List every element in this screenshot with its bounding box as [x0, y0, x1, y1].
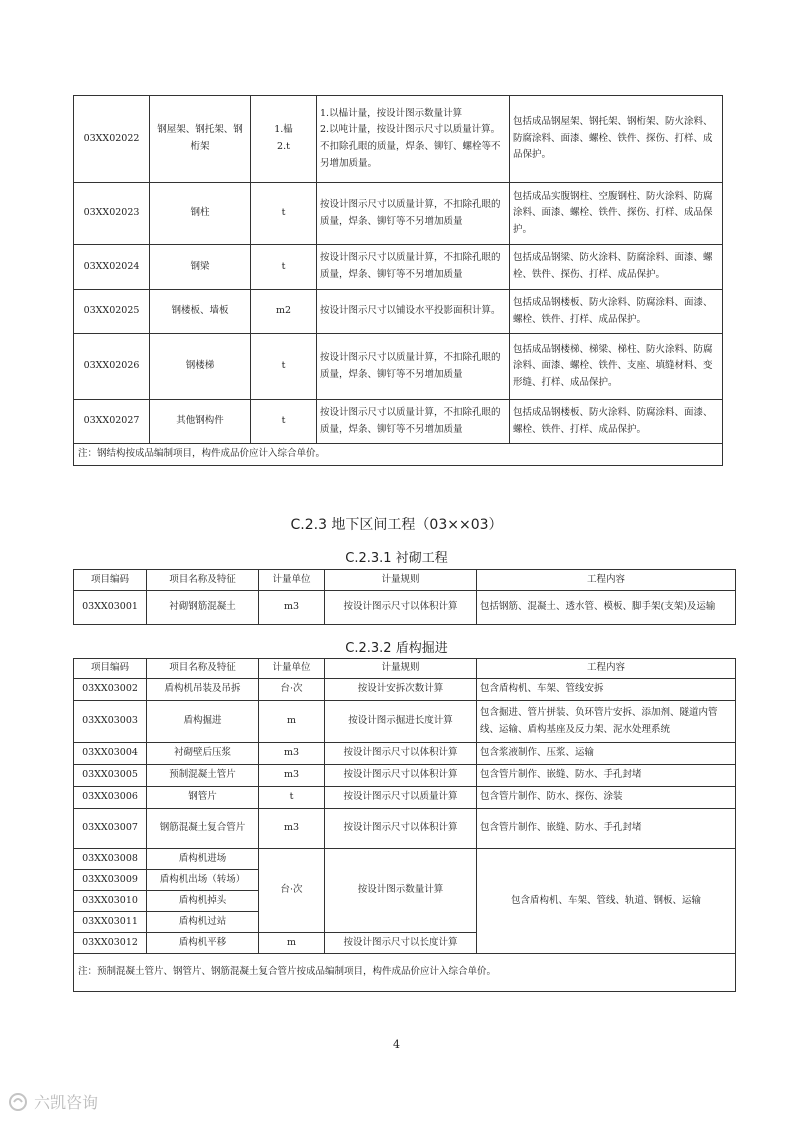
table-row — [74, 334, 723, 400]
item-rule: 按设计图示尺寸以体积计算 — [325, 743, 477, 765]
item-rule: 按设计图示尺寸以质量计算 — [325, 787, 477, 809]
item-name: 盾构机出场（转场） — [147, 870, 259, 891]
item-rule: 1.以榀计量，按设计图示数量计算 2.以吨计量，按设计图示尺寸以质量计算。不扣除孔眼的质量，焊条、铆钉、螺栓等不另增加质量。 — [317, 96, 510, 183]
table-row — [74, 400, 723, 444]
subsection-title: C.2.3.1 衬砌工程 — [345, 551, 448, 566]
item-content: 包含管片制作、嵌缝、防水、手孔封堵 — [477, 809, 736, 849]
item-code: 03XX03003 — [74, 701, 147, 743]
subsection-title: C.2.3.2 盾构掘进 — [345, 641, 448, 656]
table-row — [74, 183, 723, 245]
table-note: 注：钢结构按成品编制项目，构件成品价应计入综合单价。 — [74, 444, 723, 466]
section-title: C.2.3 地下区间工程（03××03） — [290, 517, 503, 533]
item-name: 钢梁 — [150, 245, 251, 290]
watermark-logo-icon — [8, 1092, 28, 1112]
watermark-text: 六凯咨询 — [34, 1093, 99, 1112]
table-row — [74, 591, 736, 625]
item-content: 包含盾构机、车架、管线、轨道、钢板、运输 — [477, 849, 736, 954]
table-header-row — [74, 570, 736, 591]
item-rule: 按设计安拆次数计算 — [325, 679, 477, 701]
item-content: 包括成品钢楼梯、梯梁、梯柱、防火涂料、防腐涂料、面漆、螺栓、铁件、支座、填缝材料、变形缝、打样、成品保护。 — [510, 334, 723, 400]
column-header: 项目编码 — [74, 659, 147, 679]
table-row — [74, 787, 736, 809]
item-code: 03XX03011 — [74, 912, 147, 933]
item-name: 钢柱 — [150, 183, 251, 245]
item-name: 盾构机掉头 — [147, 891, 259, 912]
table-row — [74, 96, 723, 183]
item-content: 包括成品钢屋架、钢托架、钢桁架、防火涂料、防腐涂料、面漆、螺栓、铁件、探伤、打样、成品保护。 — [510, 96, 723, 183]
column-header: 计量规则 — [325, 659, 477, 679]
table-row — [74, 245, 723, 290]
item-code: 03XX03007 — [74, 809, 147, 849]
item-code: 03XX02024 — [74, 245, 150, 290]
item-name: 钢楼梯 — [150, 334, 251, 400]
item-code: 03XX03004 — [74, 743, 147, 765]
item-unit: m3 — [259, 809, 325, 849]
item-unit: t — [251, 334, 317, 400]
item-unit: m3 — [259, 591, 325, 625]
item-code: 03XX02023 — [74, 183, 150, 245]
table-row — [74, 679, 736, 701]
item-code: 03XX03002 — [74, 679, 147, 701]
item-name: 盾构机进场 — [147, 849, 259, 870]
item-code: 03XX02026 — [74, 334, 150, 400]
item-unit: t — [251, 183, 317, 245]
item-name: 盾构机过站 — [147, 912, 259, 933]
item-name: 钢屋架、钢托架、钢桁架 — [150, 96, 251, 183]
table-row — [74, 290, 723, 334]
item-rule: 按设计图示尺寸以质量计算，不扣除孔眼的质量，焊条、铆钉等不另增加质量 — [317, 183, 510, 245]
item-unit: m3 — [259, 743, 325, 765]
item-unit: t — [251, 400, 317, 444]
item-unit: m — [259, 701, 325, 743]
item-name: 预制混凝土管片 — [147, 765, 259, 787]
item-rule: 按设计图示尺寸以质量计算，不扣除孔眼的质量，焊条、铆钉等不另增加质量 — [317, 245, 510, 290]
column-header: 工程内容 — [477, 659, 736, 679]
item-rule: 按设计图示尺寸以体积计算 — [325, 591, 477, 625]
item-unit: 1.榀 2.t — [251, 96, 317, 183]
item-code: 03XX02025 — [74, 290, 150, 334]
item-rule: 按设计图示尺寸以质量计算，不扣除孔眼的质量，焊条、铆钉等不另增加质量 — [317, 400, 510, 444]
item-content: 包括成品钢梁、防火涂料、防腐涂料、面漆、螺栓、铁件、探伤、打样、成品保护。 — [510, 245, 723, 290]
item-code: 03XX03012 — [74, 933, 147, 954]
item-code: 03XX03006 — [74, 787, 147, 809]
page-number: 4 — [393, 1038, 400, 1051]
table-row — [74, 849, 736, 870]
item-rule: 按设计图示尺寸以体积计算 — [325, 809, 477, 849]
item-content: 包括钢筋、混凝土、透水管、模板、脚手架(支架)及运输 — [477, 591, 736, 625]
steel-structure-table — [73, 95, 723, 466]
item-code: 03XX03009 — [74, 870, 147, 891]
item-name: 钢筋混凝土复合管片 — [147, 809, 259, 849]
item-rule: 按设计图示尺寸以长度计算 — [325, 933, 477, 954]
item-content: 包含管片制作、防水、探伤、涂装 — [477, 787, 736, 809]
column-header: 项目编码 — [74, 570, 147, 591]
item-rule: 按设计图示尺寸以铺设水平投影面积计算。 — [317, 290, 510, 334]
item-code: 03XX03008 — [74, 849, 147, 870]
table-row — [74, 765, 736, 787]
column-header: 计量单位 — [259, 570, 325, 591]
item-rule: 按设计图示尺寸以体积计算 — [325, 765, 477, 787]
item-content: 包含盾构机、车架、管线安拆 — [477, 679, 736, 701]
item-unit: t — [251, 245, 317, 290]
column-header: 项目名称及特征 — [147, 659, 259, 679]
lining-works-table — [73, 569, 736, 625]
item-code: 03XX02027 — [74, 400, 150, 444]
item-name: 衬砌壁后压浆 — [147, 743, 259, 765]
item-unit: m — [259, 933, 325, 954]
item-content: 包含掘进、管片拼装、负环管片安拆、添加剂、隧道内管线、运输、盾构基座及反力架、泥水处理系统 — [477, 701, 736, 743]
table-header-row — [74, 659, 736, 679]
item-name: 钢楼板、墙板 — [150, 290, 251, 334]
item-code: 03XX03001 — [74, 591, 147, 625]
column-header: 项目名称及特征 — [147, 570, 259, 591]
column-header: 计量单位 — [259, 659, 325, 679]
item-content: 包含浆液制作、压浆、运输 — [477, 743, 736, 765]
item-unit: m2 — [251, 290, 317, 334]
item-rule: 按设计图示数量计算 — [325, 849, 477, 933]
item-code: 03XX03010 — [74, 891, 147, 912]
item-content: 包括成品实腹钢柱、空腹钢柱、防火涂料、防腐涂料、面漆、螺栓、铁件、探伤、打样、成品保护。 — [510, 183, 723, 245]
item-name: 盾构掘进 — [147, 701, 259, 743]
table-note-row — [74, 954, 736, 992]
table-row — [74, 701, 736, 743]
item-rule: 按设计图示掘进长度计算 — [325, 701, 477, 743]
item-name: 盾构机吊装及吊拆 — [147, 679, 259, 701]
shield-tunneling-table — [73, 658, 736, 992]
item-code: 03XX03005 — [74, 765, 147, 787]
table-note-row — [74, 444, 723, 466]
item-name: 其他钢构件 — [150, 400, 251, 444]
table-note: 注：预制混凝土管片、钢管片、钢筋混凝土复合管片按成品编制项目，构件成品价应计入综合单价。 — [74, 954, 736, 992]
item-content: 包含管片制作、嵌缝、防水、手孔封堵 — [477, 765, 736, 787]
table-row — [74, 743, 736, 765]
item-unit: 台·次 — [259, 679, 325, 701]
item-content: 包括成品钢楼板、防火涂料、防腐涂料、面漆、螺栓、铁件、打样、成品保护。 — [510, 400, 723, 444]
item-rule: 按设计图示尺寸以质量计算，不扣除孔眼的质量，焊条、铆钉等不另增加质量 — [317, 334, 510, 400]
item-unit: t — [259, 787, 325, 809]
item-content: 包括成品钢楼板、防火涂料、防腐涂料、面漆、螺栓、铁件、打样、成品保护。 — [510, 290, 723, 334]
item-name: 盾构机平移 — [147, 933, 259, 954]
item-name: 钢管片 — [147, 787, 259, 809]
item-unit: m3 — [259, 765, 325, 787]
column-header: 计量规则 — [325, 570, 477, 591]
item-name: 衬砌钢筋混凝土 — [147, 591, 259, 625]
column-header: 工程内容 — [477, 570, 736, 591]
watermark — [8, 1090, 98, 1113]
item-code: 03XX02022 — [74, 96, 150, 183]
table-row — [74, 809, 736, 849]
item-unit: 台·次 — [259, 849, 325, 933]
